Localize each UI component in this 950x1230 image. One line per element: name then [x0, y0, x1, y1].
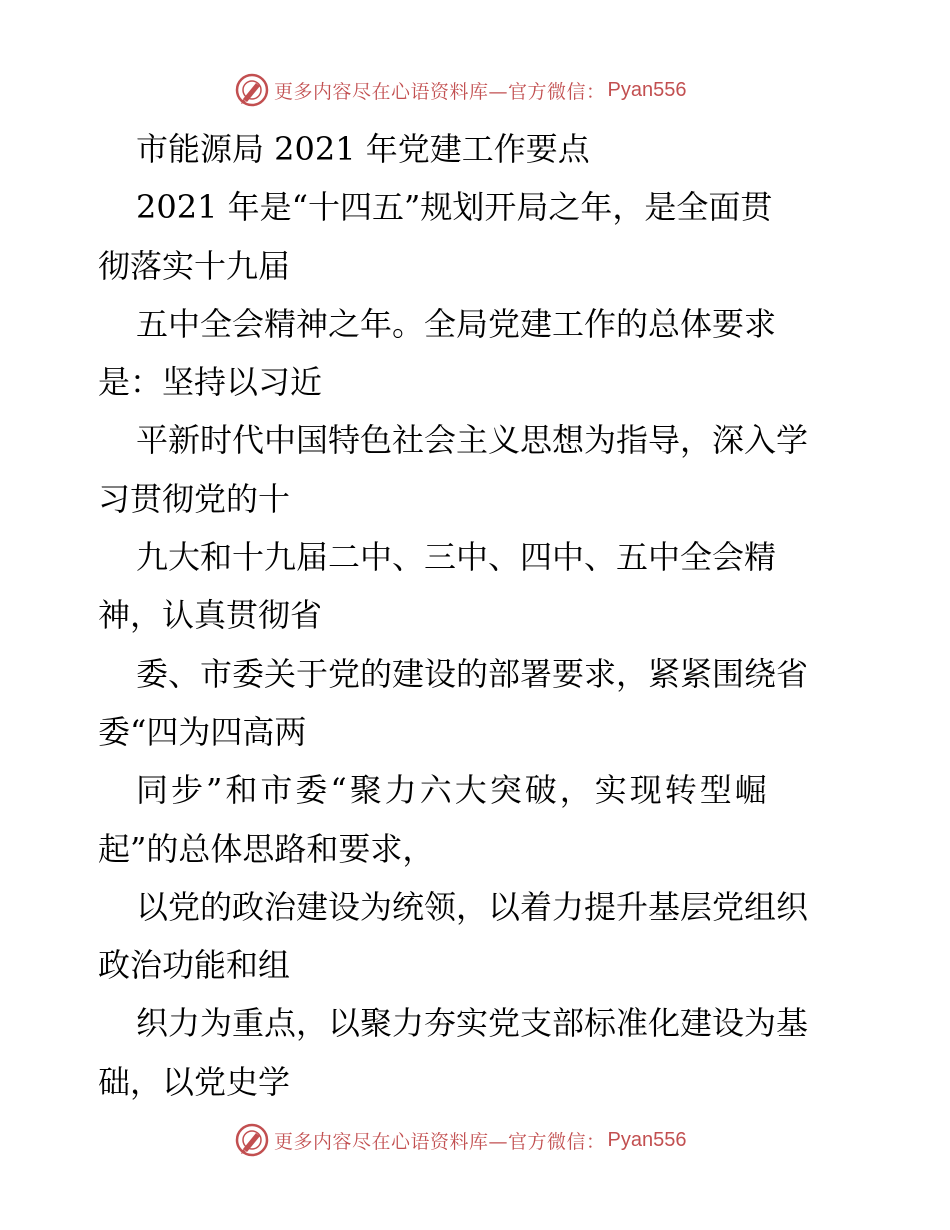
- document-body: [98, 120, 878, 1111]
- pen-logo-icon: [234, 72, 270, 108]
- doc-line: 委、市委关于党的建设的部署要求，紧紧围绕省: [136, 654, 809, 693]
- doc-line: 同步”和市委“聚力六大突破，实现转型崛: [136, 771, 770, 810]
- doc-line: 起”的总体思路和要求，: [98, 829, 435, 868]
- doc-line: 习贯彻党的十: [98, 479, 291, 518]
- doc-title-line: 市能源局 2021 年党建工作要点: [136, 130, 590, 168]
- doc-line: 2021 年是“十四五”规划开局之年，是全面贯: [136, 188, 773, 227]
- doc-line: 平新时代中国特色社会主义思想为指导，深入学: [136, 421, 809, 460]
- watermark-wechat-id: Pyan556: [607, 1128, 687, 1151]
- watermark-wechat-id: Pyan556: [607, 78, 687, 101]
- doc-line: 政治功能和组: [98, 946, 291, 985]
- doc-line: 委“四为四高两: [98, 712, 307, 751]
- doc-line: 织力为重点，以聚力夯实党支部标准化建设为基: [136, 1004, 809, 1043]
- doc-line: 以党的政治建设为统领，以着力提升基层党组织: [136, 887, 809, 926]
- watermark-text: 更多内容尽在心语资料库—官方微信：: [274, 80, 606, 103]
- pen-logo-icon: [234, 1122, 270, 1158]
- doc-line: 九大和十九届二中、三中、四中、五中全会精: [136, 538, 777, 577]
- doc-line: 五中全会精神之年。全局党建工作的总体要求: [136, 304, 777, 343]
- watermark-header: [234, 70, 754, 110]
- doc-line: 神，认真贯彻省: [98, 596, 323, 635]
- doc-line: 础，以党史学: [98, 1062, 291, 1101]
- doc-line: 是：坚持以习近: [98, 363, 323, 402]
- watermark-text: 更多内容尽在心语资料库—官方微信：: [274, 1130, 606, 1153]
- watermark-footer: [234, 1120, 754, 1160]
- doc-line: 彻落实十九届: [98, 246, 291, 285]
